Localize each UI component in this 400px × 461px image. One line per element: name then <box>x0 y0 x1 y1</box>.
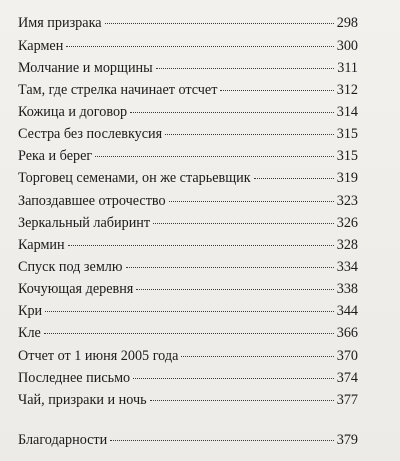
toc-entry <box>18 60 358 76</box>
toc-entry-title: Отчет от 1 июня 2005 года <box>18 348 179 364</box>
toc-entry-page: 298 <box>336 15 358 31</box>
toc-entry <box>18 170 358 186</box>
toc-entry-page: 374 <box>336 370 358 386</box>
toc-entry <box>18 215 358 231</box>
dot-leader <box>66 46 333 47</box>
dot-leader <box>95 156 334 157</box>
toc-entry-title: Зеркальный лабиринт <box>18 215 151 231</box>
toc-entry-page: 326 <box>336 215 358 231</box>
toc-entry <box>18 303 358 319</box>
toc-entry <box>18 38 358 54</box>
dot-leader <box>105 23 334 24</box>
toc-entry-page: 315 <box>336 148 358 164</box>
dot-leader <box>133 378 334 379</box>
toc-entry <box>18 237 358 253</box>
toc-entry-page: 377 <box>336 392 358 408</box>
toc-entry-title: Кочующая деревня <box>18 281 134 297</box>
dot-leader <box>68 245 334 246</box>
toc-entry-page: 312 <box>336 82 358 98</box>
toc-entry <box>18 370 358 386</box>
toc-entry-title: Кармин <box>18 237 65 253</box>
toc-entry-title: Сестра без послевкусия <box>18 126 163 142</box>
toc-entry <box>18 82 358 98</box>
toc-entry <box>18 126 358 142</box>
toc-entry-page: 319 <box>336 170 358 186</box>
dot-leader <box>130 112 334 113</box>
toc-entry <box>18 148 358 164</box>
toc-entry <box>18 432 358 448</box>
toc-entry <box>18 325 358 341</box>
dot-leader <box>165 134 334 135</box>
toc-entry <box>18 281 358 297</box>
toc-entry-page: 338 <box>336 281 358 297</box>
dot-leader <box>136 289 333 290</box>
dot-leader <box>254 178 334 179</box>
dot-leader <box>44 333 334 334</box>
toc-entry-title: Запоздавшее отрочество <box>18 193 166 209</box>
toc-entry <box>18 193 358 209</box>
toc-entry <box>18 392 358 408</box>
toc-entry-title: Кармен <box>18 38 64 54</box>
toc-entry <box>18 259 358 275</box>
toc-entry-title: Кри <box>18 303 43 319</box>
toc-entry-title: Спуск под землю <box>18 259 123 275</box>
toc-entry-page: 300 <box>336 38 358 54</box>
dot-leader <box>156 68 335 69</box>
toc-entry-page: 328 <box>336 237 358 253</box>
toc-entry-title: Чай, призраки и ночь <box>18 392 147 408</box>
toc-entry-title: Благодарности <box>18 432 108 448</box>
toc-entry-page: 370 <box>336 348 358 364</box>
toc-entry-page: 379 <box>336 432 358 448</box>
dot-leader <box>126 267 334 268</box>
dot-leader <box>150 400 334 401</box>
toc-entry-page: 344 <box>336 303 358 319</box>
toc-entry-title: Имя призрака <box>18 15 102 31</box>
dot-leader <box>169 201 334 202</box>
toc-entry-title: Река и берег <box>18 148 93 164</box>
dot-leader <box>110 440 333 441</box>
toc-entry-title: Кожица и договор <box>18 104 128 120</box>
dot-leader <box>220 90 333 91</box>
toc-entry-title: Молчание и морщины <box>18 60 153 76</box>
toc-entry-title: Там, где стрелка начинает отсчет <box>18 82 218 98</box>
toc-entry-title: Последнее письмо <box>18 370 131 386</box>
toc-entry-title: Кле <box>18 325 41 341</box>
toc-entry-page: 315 <box>336 126 358 142</box>
toc-entry-page: 334 <box>336 259 358 275</box>
dot-leader <box>45 311 334 312</box>
dot-leader <box>181 356 333 357</box>
toc-entry-page: 311 <box>337 60 358 76</box>
toc-entry-page: 366 <box>336 325 358 341</box>
toc-entry-page: 323 <box>336 193 358 209</box>
toc-entry <box>18 348 358 364</box>
toc-entry-title: Торговец семенами, он же старьевщик <box>18 170 251 186</box>
dot-leader <box>153 223 334 224</box>
toc-entry <box>18 15 358 31</box>
toc-entry <box>18 104 358 120</box>
toc-entry-page: 314 <box>336 104 358 120</box>
